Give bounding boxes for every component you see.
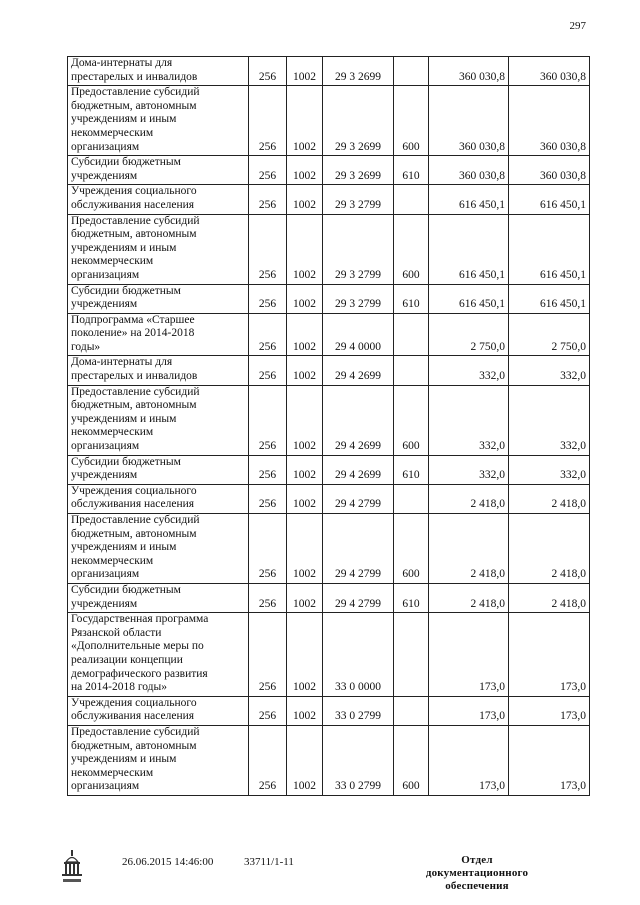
row-name-cell: Подпрограмма «Старшее поколение» на 2014-2018 годы» xyxy=(68,313,249,356)
row-expense-type-cell xyxy=(394,313,429,356)
duma-building-icon xyxy=(60,850,84,886)
row-amount-cell: 616 450,1 xyxy=(429,185,509,214)
row-ved-cell: 256 xyxy=(249,385,287,455)
row-name-cell: Субсидии бюджетным учреждениям xyxy=(68,455,249,484)
row-expense-type-cell: 600 xyxy=(394,214,429,284)
row-expense-type-cell: 610 xyxy=(394,583,429,612)
row-amount-cell: 332,0 xyxy=(429,356,509,385)
row-name-cell: Учреждения социального обслуживания населения xyxy=(68,696,249,725)
row-ved-cell: 256 xyxy=(249,484,287,513)
row-target-article-cell: 29 4 0000 xyxy=(323,313,394,356)
row-amount-cell: 360 030,8 xyxy=(429,86,509,156)
row-target-article-cell: 29 3 2699 xyxy=(323,156,394,185)
row-name-cell: Субсидии бюджетным учреждениям xyxy=(68,156,249,185)
row-ved-cell: 256 xyxy=(249,86,287,156)
table-row xyxy=(68,696,590,725)
row-amount-total-cell: 360 030,8 xyxy=(509,57,590,86)
page-number: 297 xyxy=(569,20,586,32)
row-amount-total-cell: 2 418,0 xyxy=(509,514,590,584)
row-expense-type-cell: 600 xyxy=(394,86,429,156)
row-ved-cell: 256 xyxy=(249,214,287,284)
row-expense-type-cell: 600 xyxy=(394,514,429,584)
row-section-cell: 1002 xyxy=(287,185,323,214)
row-amount-total-cell: 173,0 xyxy=(509,696,590,725)
row-expense-type-cell: 610 xyxy=(394,156,429,185)
row-target-article-cell: 29 3 2699 xyxy=(323,57,394,86)
row-section-cell: 1002 xyxy=(287,356,323,385)
row-amount-cell: 616 450,1 xyxy=(429,284,509,313)
row-ved-cell: 256 xyxy=(249,313,287,356)
table-row xyxy=(68,514,590,584)
table-row xyxy=(68,583,590,612)
row-ved-cell: 256 xyxy=(249,514,287,584)
row-target-article-cell: 29 4 2799 xyxy=(323,484,394,513)
table-row xyxy=(68,57,590,86)
row-section-cell: 1002 xyxy=(287,583,323,612)
table-row xyxy=(68,156,590,185)
print-timestamp: 26.06.2015 14:46:00 xyxy=(122,856,214,868)
row-name-cell: Субсидии бюджетным учреждениям xyxy=(68,583,249,612)
table-body xyxy=(68,57,590,796)
document-number: 33711/1-11 xyxy=(244,856,294,868)
row-amount-cell: 2 418,0 xyxy=(429,583,509,612)
row-amount-total-cell: 616 450,1 xyxy=(509,284,590,313)
row-section-cell: 1002 xyxy=(287,57,323,86)
row-amount-cell: 173,0 xyxy=(429,696,509,725)
row-section-cell: 1002 xyxy=(287,696,323,725)
row-name-cell: Учреждения социального обслуживания населения xyxy=(68,185,249,214)
row-name-cell: Субсидии бюджетным учреждениям xyxy=(68,284,249,313)
row-name-cell: Предоставление субсидий бюджетным, автономным учреждениям и иным некоммерческим организациям xyxy=(68,725,249,795)
row-target-article-cell: 33 0 2799 xyxy=(323,725,394,795)
row-amount-cell: 2 750,0 xyxy=(429,313,509,356)
row-amount-cell: 360 030,8 xyxy=(429,57,509,86)
row-ved-cell: 256 xyxy=(249,284,287,313)
row-amount-total-cell: 2 750,0 xyxy=(509,313,590,356)
row-amount-total-cell: 360 030,8 xyxy=(509,156,590,185)
row-ved-cell: 256 xyxy=(249,613,287,697)
row-section-cell: 1002 xyxy=(287,214,323,284)
table-row xyxy=(68,356,590,385)
row-section-cell: 1002 xyxy=(287,725,323,795)
row-target-article-cell: 29 4 2699 xyxy=(323,455,394,484)
table-row xyxy=(68,455,590,484)
department-stamp: Отдел документационного обеспечения xyxy=(425,854,529,892)
row-expense-type-cell xyxy=(394,613,429,697)
row-name-cell: Учреждения социального обслуживания населения xyxy=(68,484,249,513)
row-ved-cell: 256 xyxy=(249,725,287,795)
row-target-article-cell: 29 3 2799 xyxy=(323,185,394,214)
row-amount-total-cell: 332,0 xyxy=(509,356,590,385)
row-ved-cell: 256 xyxy=(249,696,287,725)
table-row xyxy=(68,725,590,795)
table-row xyxy=(68,613,590,697)
row-amount-total-cell: 2 418,0 xyxy=(509,583,590,612)
row-target-article-cell: 29 4 2799 xyxy=(323,514,394,584)
table-row xyxy=(68,313,590,356)
row-expense-type-cell xyxy=(394,696,429,725)
row-name-cell: Предоставление субсидий бюджетным, автономным учреждениям и иным некоммерческим организациям xyxy=(68,214,249,284)
row-section-cell: 1002 xyxy=(287,86,323,156)
row-name-cell: Предоставление субсидий бюджетным, автономным учреждениям и иным некоммерческим организациям xyxy=(68,514,249,584)
row-target-article-cell: 29 3 2699 xyxy=(323,86,394,156)
row-target-article-cell: 29 3 2799 xyxy=(323,214,394,284)
row-section-cell: 1002 xyxy=(287,284,323,313)
row-amount-cell: 2 418,0 xyxy=(429,484,509,513)
row-amount-cell: 360 030,8 xyxy=(429,156,509,185)
row-name-cell: Предоставление субсидий бюджетным, автономным учреждениям и иным некоммерческим организациям xyxy=(68,385,249,455)
row-amount-cell: 616 450,1 xyxy=(429,214,509,284)
row-ved-cell: 256 xyxy=(249,583,287,612)
row-target-article-cell: 29 4 2699 xyxy=(323,385,394,455)
table-row xyxy=(68,385,590,455)
row-amount-total-cell: 616 450,1 xyxy=(509,214,590,284)
row-expense-type-cell xyxy=(394,356,429,385)
footer xyxy=(0,848,640,905)
row-ved-cell: 256 xyxy=(249,57,287,86)
row-target-article-cell: 29 4 2799 xyxy=(323,583,394,612)
row-target-article-cell: 33 0 2799 xyxy=(323,696,394,725)
row-amount-total-cell: 173,0 xyxy=(509,725,590,795)
row-amount-total-cell: 332,0 xyxy=(509,455,590,484)
row-target-article-cell: 29 3 2799 xyxy=(323,284,394,313)
row-ved-cell: 256 xyxy=(249,185,287,214)
row-section-cell: 1002 xyxy=(287,313,323,356)
row-section-cell: 1002 xyxy=(287,455,323,484)
row-amount-cell: 332,0 xyxy=(429,385,509,455)
budget-table xyxy=(67,56,590,796)
row-amount-cell: 332,0 xyxy=(429,455,509,484)
row-amount-total-cell: 2 418,0 xyxy=(509,484,590,513)
row-amount-total-cell: 332,0 xyxy=(509,385,590,455)
row-section-cell: 1002 xyxy=(287,514,323,584)
table-row xyxy=(68,484,590,513)
row-name-cell: Дома-интернаты для престарелых и инвалидов xyxy=(68,57,249,86)
row-section-cell: 1002 xyxy=(287,156,323,185)
row-section-cell: 1002 xyxy=(287,385,323,455)
row-target-article-cell: 33 0 0000 xyxy=(323,613,394,697)
row-amount-total-cell: 173,0 xyxy=(509,613,590,697)
row-amount-total-cell: 616 450,1 xyxy=(509,185,590,214)
table-row xyxy=(68,86,590,156)
row-ved-cell: 256 xyxy=(249,356,287,385)
row-amount-total-cell: 360 030,8 xyxy=(509,86,590,156)
row-amount-cell: 173,0 xyxy=(429,613,509,697)
row-amount-cell: 173,0 xyxy=(429,725,509,795)
table-row xyxy=(68,185,590,214)
row-expense-type-cell: 600 xyxy=(394,725,429,795)
row-section-cell: 1002 xyxy=(287,613,323,697)
row-amount-cell: 2 418,0 xyxy=(429,514,509,584)
row-expense-type-cell: 610 xyxy=(394,455,429,484)
row-expense-type-cell: 610 xyxy=(394,284,429,313)
row-expense-type-cell: 600 xyxy=(394,385,429,455)
row-section-cell: 1002 xyxy=(287,484,323,513)
row-name-cell: Государственная программа Рязанской области «Дополнительные меры по реализации концепции демографического развития на 2014-2018 годы» xyxy=(68,613,249,697)
table-row xyxy=(68,284,590,313)
row-ved-cell: 256 xyxy=(249,455,287,484)
row-ved-cell: 256 xyxy=(249,156,287,185)
row-expense-type-cell xyxy=(394,57,429,86)
row-name-cell: Дома-интернаты для престарелых и инвалидов xyxy=(68,356,249,385)
row-expense-type-cell xyxy=(394,185,429,214)
row-expense-type-cell xyxy=(394,484,429,513)
table-row xyxy=(68,214,590,284)
row-name-cell: Предоставление субсидий бюджетным, автономным учреждениям и иным некоммерческим организациям xyxy=(68,86,249,156)
row-target-article-cell: 29 4 2699 xyxy=(323,356,394,385)
